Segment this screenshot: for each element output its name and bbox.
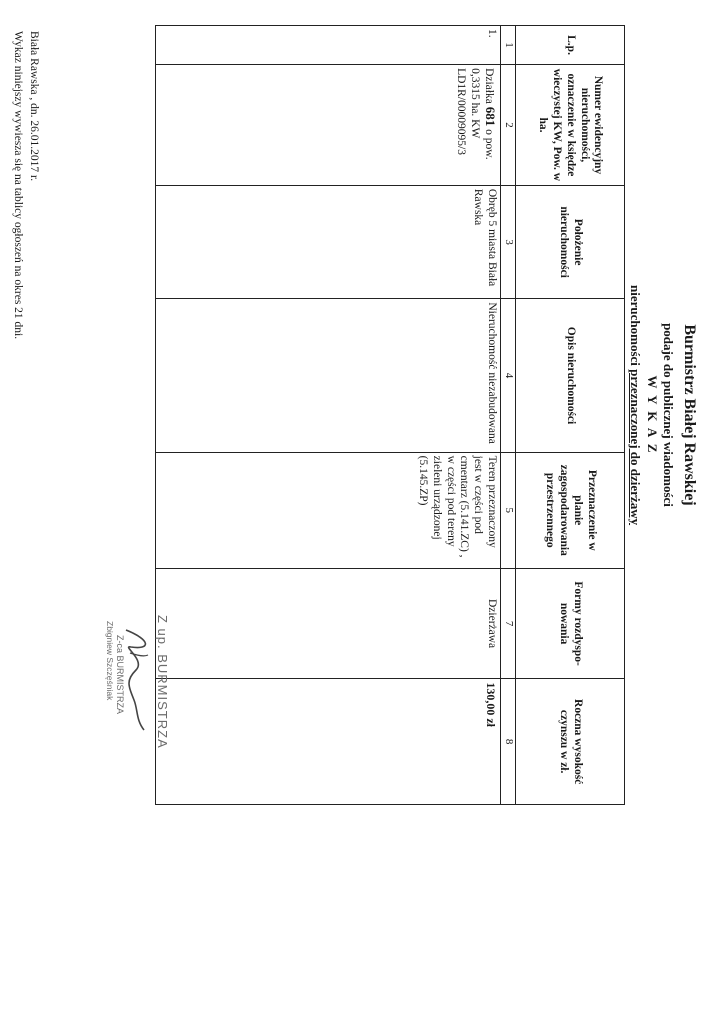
dzialka-number: 681: [483, 106, 498, 127]
table-row: [156, 26, 501, 805]
stamp-line-3: Zbigniew Szczęśniak: [105, 621, 115, 701]
document-title: Burmistrz Białej Rawskiej: [681, 324, 698, 506]
column-number: 8: [501, 679, 516, 805]
subject-underlined: przeznaczonej do dzierżawy: [628, 369, 643, 526]
column-number: 4: [501, 299, 516, 452]
cell-numer: [156, 65, 501, 186]
header-opis: Opis nieruchomości: [516, 299, 625, 452]
column-number: 7: [501, 568, 516, 678]
posting-note: Wykaz niniejszy wywiesza się na tablicy ogłoszeń na okres 21 dni.: [12, 31, 24, 340]
column-number: 5: [501, 452, 516, 568]
stamp-line-1: Z up. BURMISTRZA: [155, 615, 170, 749]
cell-opis: Nieruchomość niezabudowana: [156, 299, 501, 452]
header-lp: L.p.: [516, 26, 625, 65]
header-row: [516, 26, 625, 805]
document-subtitle: podaje do publicznej wiadomości: [661, 323, 676, 507]
header-formy: Formy rozdyspo-nowania: [516, 568, 625, 678]
column-number: 3: [501, 185, 516, 299]
wykaz-subject: [627, 135, 643, 895]
dzialka-details: o pow. 0,3315 ha. KW LD1R/00009095/3: [455, 68, 495, 160]
rotated-document: [10, 5, 700, 825]
column-number: 2: [501, 65, 516, 186]
signature-icon: [116, 625, 156, 735]
cell-lp: 1.: [156, 26, 501, 65]
header-przeznaczenie: Przeznaczenie w planie zagospodarowania przestrzennego: [516, 452, 625, 568]
cell-formy: Dzierżawa: [156, 568, 501, 678]
stamp-line-2: Z-ca BURMISTRZA: [115, 635, 125, 715]
header-czynsz: Roczna wysokość czynszu w zł.: [516, 679, 625, 805]
cell-czynsz: 130,00 zł: [156, 679, 501, 805]
column-number-row: [501, 26, 516, 805]
dzialka-prefix: Działka: [483, 68, 495, 104]
header-polozenie: Położenie nieruchomości: [516, 185, 625, 299]
date-line: Biała Rawska , dn. 26.01.2017 r.: [28, 31, 40, 182]
official-stamp: [105, 615, 170, 755]
cell-przeznaczenie: Teren przeznaczony jest w części pod cmentarz (5.141.ZC) , w części pod tereny zieleni urządzonej (5.145.ZP): [156, 452, 501, 568]
column-number: 1: [501, 26, 516, 65]
cell-polozenie: Obręb 5 miasta Biała Rawska: [156, 185, 501, 299]
wykaz-heading: W Y K A Z: [645, 375, 660, 455]
wykaz-table: [155, 25, 625, 805]
header-numer: Numer ewidencyjny nieruchomości, oznaczenie w księdze wieczystej KW, Pow. w ha.: [516, 65, 625, 186]
subject-prefix: nieruchomości: [628, 285, 643, 366]
